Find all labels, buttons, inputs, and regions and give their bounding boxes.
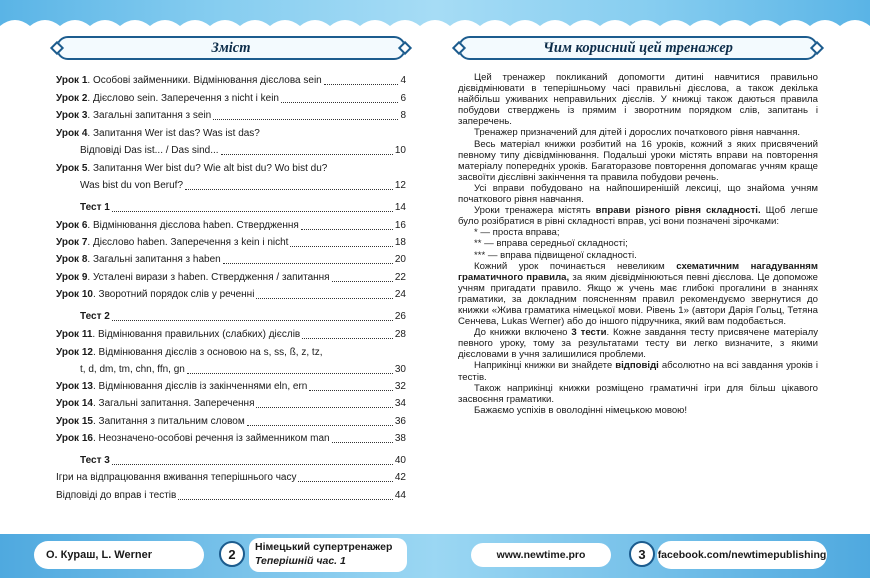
leader-dots [185,189,393,190]
toc-entry-label [56,433,330,445]
banner-cap-right [810,41,824,55]
toc-title-banner [56,36,406,60]
paragraph-text: абсолютно на всі завдання уроків і тестів. [458,360,818,383]
page-number: 12 [394,180,406,192]
toc-entry-label [56,347,322,359]
footer-authors: О. Кураш, L. Werner [34,541,204,569]
toc-entry-line [56,359,406,376]
lesson-number: Урок 10 [56,289,93,301]
toc-entry [56,87,406,104]
lesson-title: . Запитання з питальним словом [92,415,245,427]
paragraph-emphasis: відповіді [615,360,659,372]
toc-entry-label [56,220,299,232]
page-number: 40 [394,455,406,467]
book-title: Німецький супертренажер [255,541,393,553]
page-number: 20 [394,254,406,266]
toc-entry-label [56,163,327,175]
lesson-number: Урок 6 [56,219,88,231]
leader-dots [281,102,398,103]
test-label: Тест 1 [80,202,110,214]
toc-entry-label [56,416,245,428]
page-number: 16 [394,219,406,231]
paragraph-emphasis: схематичним нагадуванням граматичного правила, [458,260,819,283]
lesson-number: Урок 15 [56,415,93,427]
toc-entry-label [56,272,330,284]
lesson-number: Урок 13 [56,380,93,392]
test-label: Тест 2 [80,311,110,323]
page-number: 38 [394,433,406,445]
toc-test-entry [56,445,406,467]
toc-entry [56,157,406,192]
leader-dots [213,119,398,120]
body-paragraph: Також наприкінці книжки розміщено граматичні ігри для більш цікавого засвоєння граматики. [458,382,818,405]
leader-dots [332,281,393,282]
leader-dots [221,154,393,155]
toc-entry [56,232,406,249]
banner-cap-left [452,41,466,55]
toc-entry-label [56,110,211,122]
left-page [56,36,406,502]
page-number: 8 [400,110,406,122]
lesson-number: Урок 14 [56,398,93,410]
leader-dots [112,211,393,212]
toc-entry [56,266,406,283]
body-paragraph: Тренажер призначений для дітей і дорослих початкового рівня навчання. [474,127,801,139]
page-number: 26 [394,311,406,323]
lesson-title: . Зворотний порядок слів у реченні [92,289,255,301]
toc-entry [56,341,406,376]
page-number: 42 [394,472,406,484]
paragraph-text: Щоб легше було розібратися в рівні складності вправ, усі вони позначені зірочками: [458,205,818,228]
body-paragraph: *** — вправа підвищеної складності. [474,249,637,261]
footer-website-link[interactable]: www.newtime.pro [471,543,611,567]
toc-entry-label: Ігри на відпрацювання вживання теперішнього часу [56,472,297,484]
paragraph-emphasis: 3 тести [571,327,607,339]
lesson-number: Урок 1 [56,75,88,87]
lesson-title: . Дієслово sein. Заперечення з nicht і kein [87,92,279,104]
toc-entry-label [56,93,279,105]
toc-entry-label [56,289,254,301]
toc-entry-label [56,128,260,140]
body-paragraph [458,360,818,382]
page-number: 10 [394,145,406,157]
lesson-number: Урок 4 [56,128,88,140]
lesson-number: Урок 2 [56,92,88,104]
lesson-number: Урок 11 [56,328,93,340]
lesson-number: Урок 8 [56,254,88,266]
toc-test-entry [56,192,406,214]
toc-test-entry [56,301,406,323]
toc-entry-label [56,329,300,341]
right-page [458,36,818,416]
lesson-title-cont: t, d, dm, tm, chn, ffn, gn [80,363,185,375]
toc-entry [56,323,406,340]
body-paragraph: Весь матеріал книжки розбитий на 16 уроків, кожний з яких присвячений певному типу дієвідмінювання. Подальші уроки містять вправи на повторення матеріалу попередніх уроків. Багаторазове повторення допомагає учням краще засвоїти дієслівні закінчення та правила побудови речень. [458,138,818,183]
lesson-title: . Відмінювання дієслів з основою на s, ss, ß, z, tz, [92,346,323,358]
toc-entry [56,214,406,231]
lesson-number: Урок 12 [56,346,93,358]
intro-title: Чим корисний цей тренажер [543,39,733,56]
lesson-number: Урок 16 [56,433,93,445]
leader-dots [112,464,393,465]
leader-dots [178,499,393,500]
paragraph-text: . Кожне завдання тесту присвячене матеріалу певного уроку, тому за результатами тесту ви легко визначите, з якими дієсловами в учня залишилися проблеми. [458,327,819,361]
toc-entry [56,393,406,410]
paragraph-emphasis: вправи різного рівня складності. [595,205,761,217]
toc-entry-label [56,254,221,266]
toc-entry [56,70,406,87]
body-paragraph: ** — вправа середньої складності; [474,238,628,250]
body-paragraph: Цей тренажер покликаний допомогти дитині навчитися правильно дієвідмінювати в теперішньому часі правильні дієслова, а також декілька найбільш уживаних неправильних дієслів. У книжці також даються правила побудови стверджень із прямим і зворотним порядком слів, запитань і заперечень. [458,72,818,128]
leader-dots [309,390,393,391]
paragraph-text: Уроки тренажера містять [474,205,596,217]
intro-body [458,72,818,416]
paragraph-text: за яким дієвідмінюються певні дієслова. Це допоможе учням пригадати правило. Якщо ж учень має глибокі прогалини в знаннях граматики, за докладним поясненням правил рекомендуємо звернутися до книжки «Жива граматика німецької мови. Рівень 1» (автори Дарія Гольц, Тетяна Сенчева, Lukas Werner) або до іншого підручника, який вам подобається. [458,271,818,328]
toc-entry-label: Відповіді до вправ і тестів [56,489,177,501]
lesson-title: . Загальні запитання з sein [87,110,212,122]
toc-entry-line [56,158,406,175]
footer-book-title [249,538,407,572]
banner-cap-left [50,41,64,55]
banner-cap-right [398,41,412,55]
body-paragraph: Бажаємо успіхів в оволодінні німецькою мовою! [474,404,688,416]
test-label: Тест 3 [80,455,110,467]
page-number-left: 2 [219,541,245,567]
lesson-title: . Усталені вирази з haben. Ствердження / запитання [87,271,330,283]
top-decor-band [0,0,870,40]
leader-dots [223,263,393,264]
leader-dots [298,481,392,482]
page-number: 22 [394,271,406,283]
toc-entry [56,410,406,427]
toc-title: Зміст [211,39,251,56]
lesson-title: . Запитання Wer ist das? Was ist das? [87,128,260,140]
toc-entry [56,428,406,445]
page-number: 6 [400,92,406,104]
page-number: 4 [400,75,406,87]
toc-entry-label [56,237,288,249]
body-paragraph: Усі вправи побудовано на найпоширенішій лексиці, що знайома учням початкового рівня навчання. [458,182,818,206]
book-subtitle: Теперішній час. 1 [255,555,346,567]
lesson-title: . Загальні запитання. Заперечення [92,398,255,410]
lesson-number: Урок 5 [56,163,88,175]
paragraph-text: Кожний урок починається невеликим [474,260,677,272]
toc-entry [56,105,406,122]
page-number: 28 [394,328,406,340]
lesson-title: . Загальні запитання з haben [87,254,221,266]
intro-title-banner [458,36,818,60]
leader-dots [301,229,393,230]
leader-dots [256,298,392,299]
page-number: 36 [394,415,406,427]
leader-dots [290,246,392,247]
toc-entry-label [56,398,254,410]
toc-entry-line [56,140,406,157]
lesson-title-cont: Відповіді Das ist... / Das sind... [80,145,219,157]
lesson-number: Урок 7 [56,236,88,248]
body-paragraph [458,261,818,328]
toc-entry [56,376,406,393]
lesson-title: . Дієслово haben. Заперечення з kein і nicht [87,236,289,248]
leader-dots [187,373,393,374]
page-number: 18 [394,236,406,248]
body-paragraph: * — проста вправа; [474,227,560,239]
toc-entry-line [56,175,406,192]
leader-dots [302,338,393,339]
toc-entry-line [56,342,406,359]
leader-dots [112,320,393,321]
body-paragraph [458,205,818,227]
lesson-title-cont: Was bist du von Beruf? [80,180,184,192]
page-number: 34 [394,398,406,410]
paragraph-text: До книжки включено [474,327,572,339]
lesson-title: . Відмінювання правильних (слабких) дієслів [92,328,301,340]
table-of-contents [56,70,406,502]
leader-dots [256,407,392,408]
page-number: 44 [394,489,406,501]
paragraph-text: Наприкінці книжки ви знайдете [474,360,616,372]
leader-dots [332,442,393,443]
toc-entry-label [56,75,322,87]
lesson-title: . Відмінювання дієслова haben. Ствердження [87,219,299,231]
toc-entry [56,284,406,301]
page-number: 24 [394,289,406,301]
toc-entry-label [56,381,307,393]
lesson-title: . Неозначено-особові речення із займенником man [92,433,330,445]
body-paragraph [458,327,818,360]
toc-entry [56,122,406,157]
page-number: 30 [394,363,406,375]
page-number-right: 3 [629,541,655,567]
lesson-title: . Відмінювання дієслів із закінченнями eln, ern [92,380,308,392]
toc-entry-line [56,123,406,140]
lesson-title: . Запитання Wer bist du? Wie alt bist du? Wo bist du? [87,163,328,175]
toc-entry [56,467,406,484]
page-number: 32 [394,380,406,392]
toc-entry [56,249,406,266]
lesson-title: . Особові займенники. Відмінювання дієслова sein [87,75,322,87]
leader-dots [324,84,399,85]
leader-dots [247,425,393,426]
lesson-number: Урок 9 [56,271,88,283]
page-number: 14 [394,202,406,214]
toc-entry [56,484,406,501]
footer-facebook-link[interactable]: facebook.com/newtimepublishing [657,541,827,569]
lesson-number: Урок 3 [56,110,88,122]
